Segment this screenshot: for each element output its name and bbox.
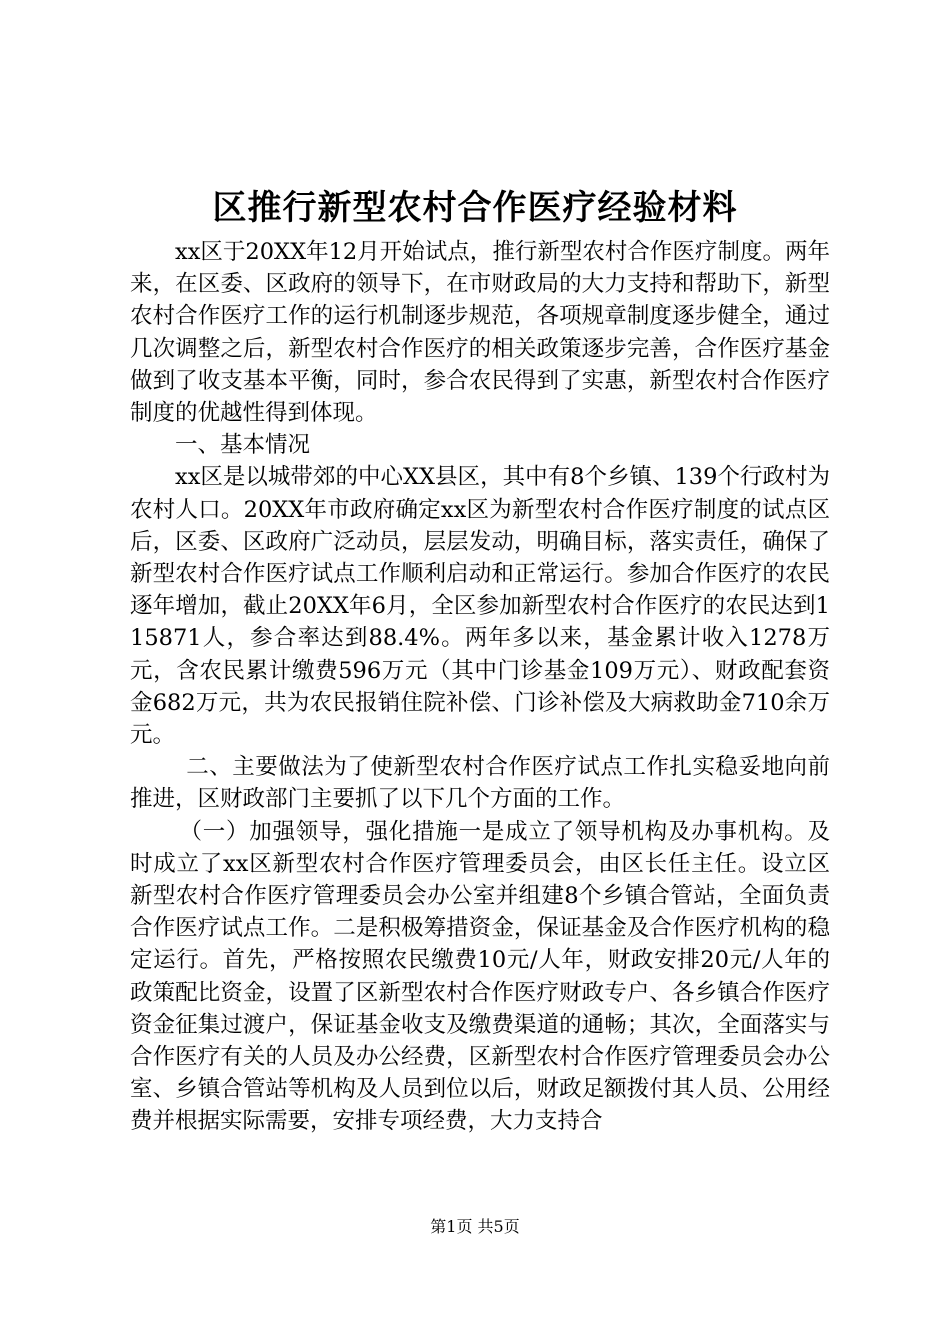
document-title: 区推行新型农村合作医疗经验材料 <box>212 188 738 228</box>
page-footer: 第1页 共5页 <box>430 1217 520 1236</box>
basic-situation-paragraph: xx区是以城带郊的中心XX县区，其中有8个乡镇、139个行政村为农村人口。20XX年市政府确定xx区为新型农村合作医疗制度的试点区后，区委、区政府广泛动员，层层发动，明确目标，落实责任，确保了新型农村合作医疗试点工作顺利启动和正常运行。参加合作医疗的农民逐年增加，截止20XX年6月，全区参加新型农村合作医疗的农民达到115871人，参合率达到88.4%。两年多以来，基金累计收入1278万元，含农民累计缴费596万元（其中门诊基金109万元）、财政配套资金682万元，共为农民报销住院补偿、门诊补偿及大病救助金710余万元。 <box>130 464 830 749</box>
leadership-paragraph: （一）加强领导，强化措施一是成立了领导机构及办事机构。及时成立了xx区新型农村合作医疗管理委员会，由区长任主任。设立区新型农村合作医疗管理委员会办公室并组建8个乡镇合管站，全面负责合作医疗试点工作。二是积极筹措资金，保证基金及合作医疗机构的稳定运行。首先，严格按照农民缴费10元/人年，财政安排20元/人年的政策配比资金，设置了区新型农村合作医疗财政专户、各乡镇合作医疗资金征集过渡户，保证基金收支及缴费渠道的通畅；其次，全面落实与合作医疗有关的人员及办公经费，区新型农村合作医疗管理委员会办公室、乡镇合管站等机构及人员到位以后，财政足额拨付其人员、公用经费并根据实际需要，安排专项经费，大力支持合 <box>130 818 830 1135</box>
main-practices-paragraph: 二、主要做法为了使新型农村合作医疗试点工作扎实稳妥地向前推进，区财政部门主要抓了以下几个方面的工作。 <box>130 754 830 813</box>
section-heading-basic: 一、基本情况 <box>175 432 311 459</box>
document-body <box>130 236 830 1138</box>
intro-paragraph: xx区于20XX年12月开始试点，推行新型农村合作医疗制度。两年来，在区委、区政府的领导下，在市财政局的大力支持和帮助下，新型农村合作医疗工作的运行机制逐步规范，各项规章制度逐步健全，通过几次调整之后，新型农村合作医疗的相关政策逐步完善，合作医疗基金做到了收支基本平衡，同时，参合农民得到了实惠，新型农村合作医疗制度的优越性得到体现。 <box>130 239 830 427</box>
